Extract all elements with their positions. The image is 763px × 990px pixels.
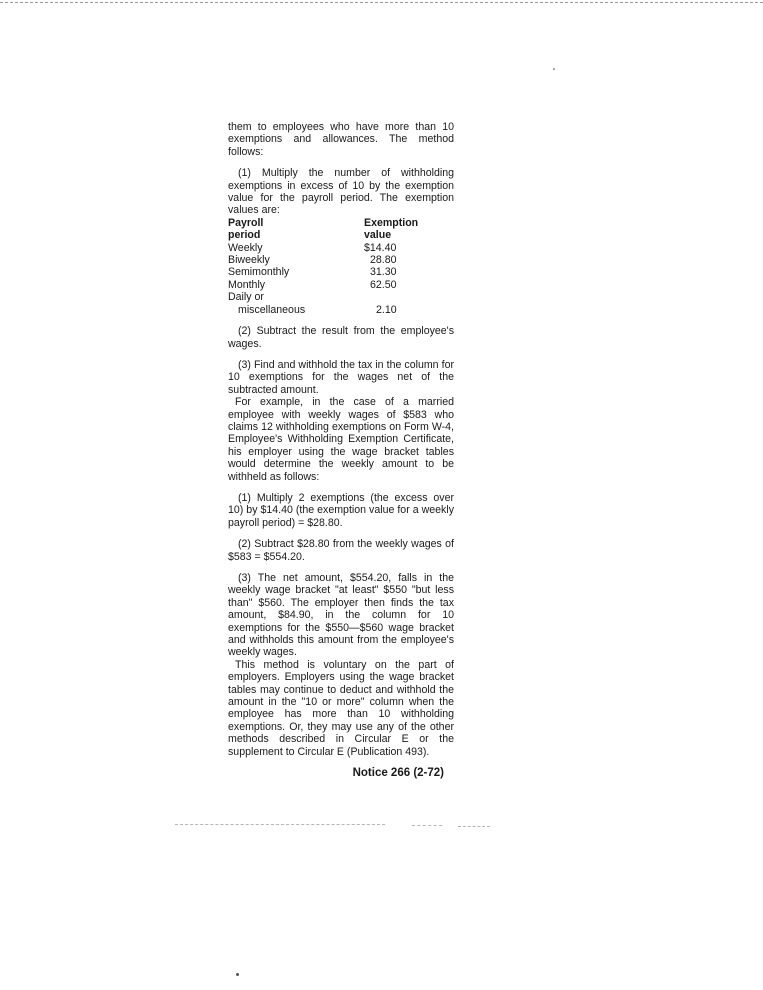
step-3-paragraph: (3) Find and withhold the tax in the column for 10 exemptions for the wages net of the subtracted amount. xyxy=(228,358,454,396)
row-value: 2.10 xyxy=(376,303,397,316)
header-value: value xyxy=(364,229,392,242)
row-value: $14.40 xyxy=(364,241,397,254)
example-paragraph: For example, in the case of a married employee with weekly wages of $583 who claims 12 withholding exemptions on Form W-4, Employee's Withholding Exemption Certificate, his employer using the wage bracket tables would determine the weekly amount to be withheld as follows: xyxy=(228,396,454,483)
table-row xyxy=(228,279,454,291)
step-1-paragraph: (1) Multiply the number of withholding exemptions in excess of 10 by the exemption value for the payroll period. The exemption values are: xyxy=(228,167,454,217)
scan-speck xyxy=(553,68,555,70)
intro-paragraph: them to employees who have more than 10 exemptions and allowances. The method follows: xyxy=(228,121,454,158)
table-row xyxy=(228,304,454,316)
row-period: Daily or xyxy=(228,291,264,304)
scan-speck xyxy=(236,973,239,976)
row-value: 28.80 xyxy=(370,254,397,267)
row-period: miscellaneous xyxy=(238,303,306,316)
exemption-table xyxy=(228,217,454,316)
notice-number: Notice 266 (2-72) xyxy=(352,767,444,780)
table-header-row xyxy=(228,229,454,241)
document-column xyxy=(228,121,454,780)
row-value xyxy=(364,291,454,303)
step-2-paragraph: (2) Subtract the result from the employee's wages. xyxy=(228,325,454,350)
table-row xyxy=(228,291,454,303)
scan-edge-line xyxy=(0,2,763,3)
row-period: Monthly xyxy=(228,278,266,291)
scan-artifact-line xyxy=(412,825,442,826)
table-row xyxy=(228,242,454,254)
voluntary-paragraph: This method is voluntary on the part of employers. Employers using the wage bracket tables may continue to deduct and withhold the amount in the "10 or more" column when the employee has more than 10 withholding exemptions. Or, they may use any of the other methods described in Circular E or the supplement to Circular E (Publication 493). xyxy=(228,658,454,758)
example-step-2: (2) Subtract $28.80 from the weekly wages of $583 = $554.20. xyxy=(228,538,454,563)
example-step-1: (1) Multiply 2 exemptions (the excess over 10) by $14.40 (the exemption value for a weekly payroll period) = $28.80. xyxy=(228,491,454,529)
header-period: period xyxy=(228,229,261,242)
scan-artifact-line xyxy=(175,824,385,825)
table-row xyxy=(228,254,454,266)
row-period: Weekly xyxy=(228,241,263,254)
row-value: 31.30 xyxy=(370,266,397,279)
scan-artifact-line xyxy=(458,826,490,827)
row-period: Semimonthly xyxy=(228,266,290,279)
table-row xyxy=(228,266,454,278)
row-value: 62.50 xyxy=(370,278,397,291)
example-step-3: (3) The net amount, $554.20, falls in the weekly wage bracket "at least" $550 "but less than" $560. The employer then finds the tax amount, $84.90, in the column for 10 exemptions for the $550—$560 wage bracket and withholds this amount from the employee's weekly wages. xyxy=(228,572,454,659)
row-period: Biweekly xyxy=(228,254,270,267)
header-exemption: Exemption xyxy=(364,216,419,229)
header-payroll: Payroll xyxy=(228,216,264,229)
table-header-row xyxy=(228,217,454,229)
